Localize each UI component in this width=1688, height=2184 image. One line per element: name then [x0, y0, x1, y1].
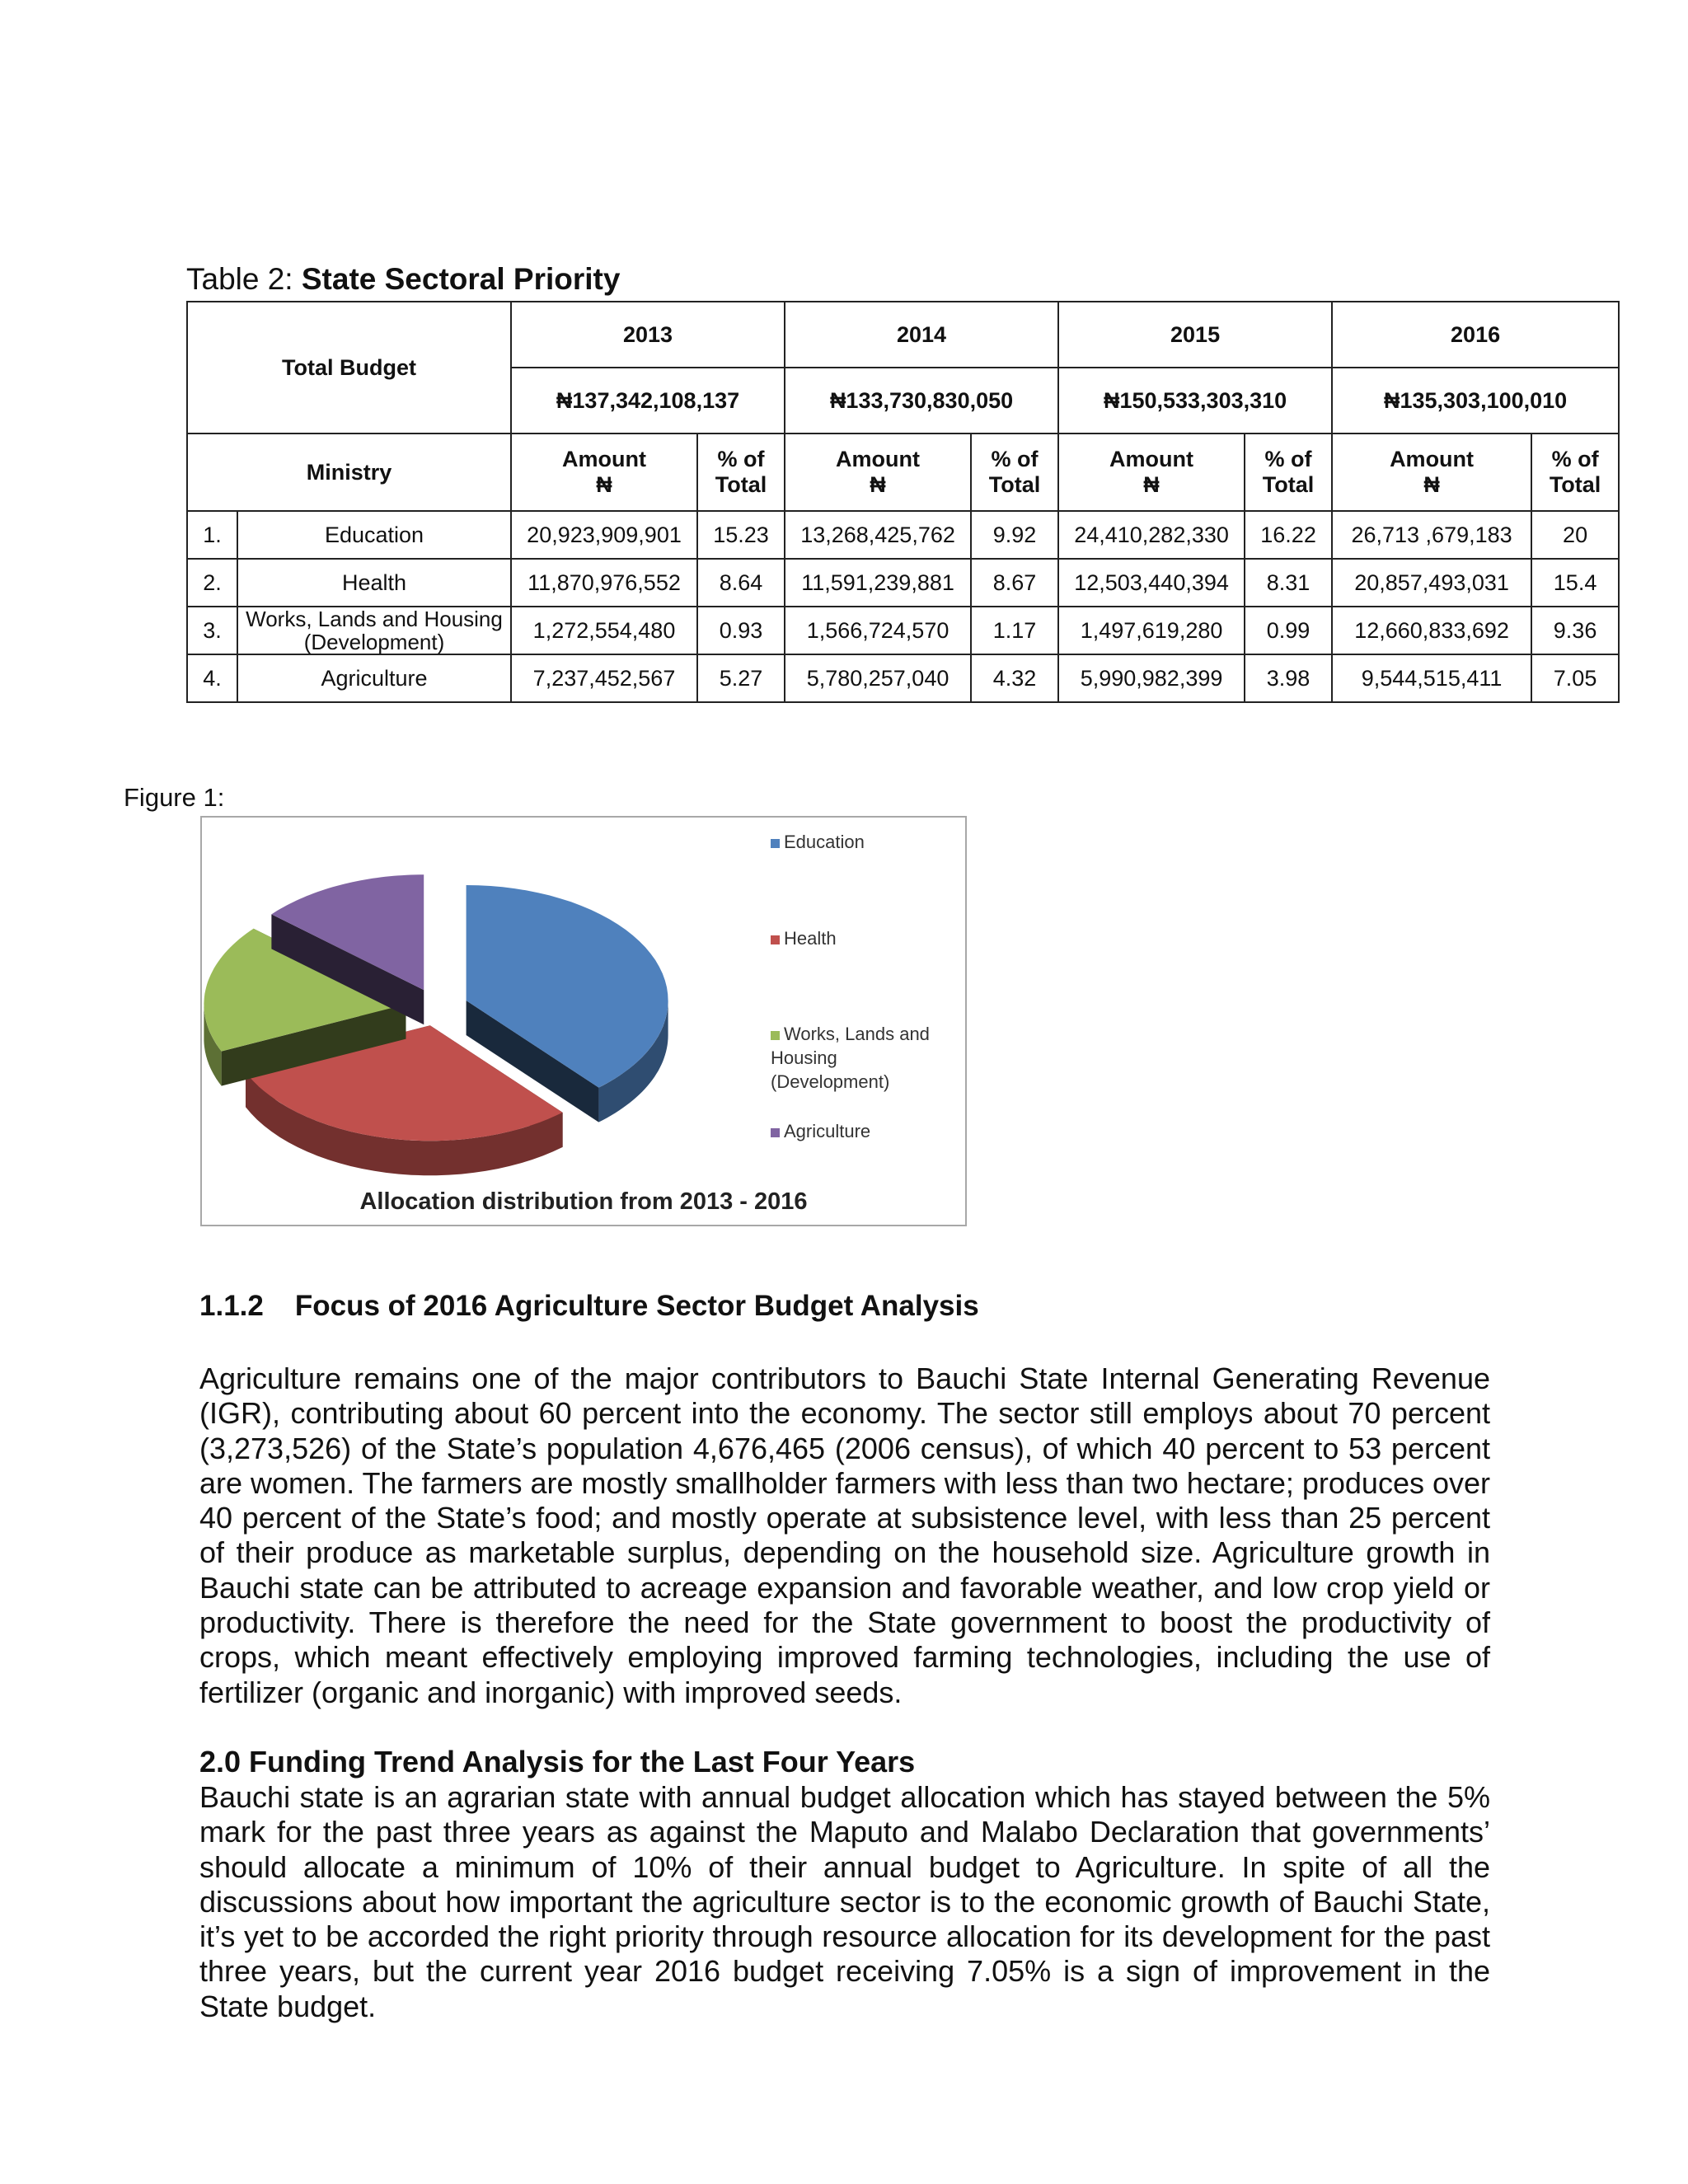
legend-swatch	[771, 839, 780, 848]
amount-cell: 9,544,515,411	[1332, 654, 1531, 702]
pct-cell: 16.22	[1245, 511, 1332, 559]
legend-label: Works, Lands and Housing (Development)	[771, 1024, 930, 1092]
pct-cell: 0.93	[697, 607, 785, 654]
amount-cell: 12,660,833,692	[1332, 607, 1531, 654]
pct-label: % of	[1551, 447, 1599, 471]
pct-cell: 5.27	[697, 654, 785, 702]
pct-cell: 9.36	[1531, 607, 1619, 654]
section-title: Focus of 2016 Agriculture Sector Budget Analysis	[294, 1290, 979, 1322]
year-header: 2013	[511, 302, 785, 368]
legend-item	[771, 1119, 935, 1143]
currency-symbol: ₦	[870, 472, 886, 497]
amount-cell: 11,870,976,552	[511, 559, 697, 607]
total-budget-value: ₦137,342,108,137	[511, 368, 785, 434]
pct-cell: 7.05	[1531, 654, 1619, 702]
section-paragraph: Agriculture remains one of the major contributors to Bauchi State Internal Generating Revenue (IGR), contributing about 60 percent into the economy. The sector still employs about 70 percent (3,273,526) of the State’s population 4,676,465 (2006 census), of which 40 percent to 53 percent are women. The farmers are mostly smallholder farmers with less than two hectare; produces over 40 percent of the State’s food; and mostly operate at subsistence level, with less than 25 percent of their produce as marketable surplus, depending on the household size. Agriculture growth in Bauchi state can be attributed to acreage expansion and favorable weather, and low crop yield or productivity. There is therefore the need for the State government to boost the productivity of crops, which meant effectively employing improved farming technologies, including the use of fertilizer (organic and inorganic) with improved seeds.	[199, 1361, 1490, 1709]
legend-swatch	[771, 1128, 780, 1137]
amount-cell: 20,923,909,901	[511, 511, 697, 559]
chart-title: Allocation distribution from 2013 - 2016	[359, 1188, 808, 1215]
table-caption-title: State Sectoral Priority	[301, 262, 621, 296]
amount-cell: 20,857,493,031	[1332, 559, 1531, 607]
pct-label: % of	[1264, 447, 1312, 471]
amount-cell: 13,268,425,762	[785, 511, 971, 559]
sectoral-priority-table	[186, 301, 1620, 703]
total-budget-value: ₦133,730,830,050	[785, 368, 1058, 434]
pct-cell: 20	[1531, 511, 1619, 559]
amount-cell: 5,780,257,040	[785, 654, 971, 702]
amount-header	[1058, 434, 1245, 511]
legend-item	[771, 926, 935, 950]
amount-cell: 1,497,619,280	[1058, 607, 1245, 654]
pie-chart-canvas	[202, 818, 965, 1225]
pct-header	[697, 434, 785, 511]
pct-label: Total	[1262, 472, 1315, 497]
pct-label: Total	[1549, 472, 1601, 497]
row-number: 2.	[187, 559, 237, 607]
pct-header	[971, 434, 1058, 511]
legend-swatch	[771, 1031, 780, 1040]
ministry-name: Health	[237, 559, 511, 607]
legend-label: Health	[784, 928, 837, 949]
amount-label: Amount	[1109, 447, 1194, 471]
pct-cell: 8.67	[971, 559, 1058, 607]
amount-label: Amount	[562, 447, 646, 471]
pct-cell: 15.4	[1531, 559, 1619, 607]
amount-cell: 1,566,724,570	[785, 607, 971, 654]
amount-cell: 26,713 ,679,183	[1332, 511, 1531, 559]
amount-cell: 12,503,440,394	[1058, 559, 1245, 607]
table-row	[187, 559, 1619, 607]
ministry-header: Ministry	[187, 434, 511, 511]
pct-cell: 3.98	[1245, 654, 1332, 702]
currency-symbol: ₦	[596, 472, 612, 497]
total-budget-value: ₦135,303,100,010	[1332, 368, 1619, 434]
year-header: 2014	[785, 302, 1058, 368]
year-header: 2015	[1058, 302, 1332, 368]
pct-cell: 8.64	[697, 559, 785, 607]
legend-item	[771, 1022, 935, 1094]
pct-header	[1245, 434, 1332, 511]
legend-item	[771, 830, 935, 854]
pct-header	[1531, 434, 1619, 511]
amount-cell: 7,237,452,567	[511, 654, 697, 702]
ministry-name: Agriculture	[237, 654, 511, 702]
pct-label: % of	[991, 447, 1039, 471]
legend-label: Education	[784, 832, 865, 852]
currency-symbol: ₦	[1143, 472, 1160, 497]
section-heading-20: 2.0 Funding Trend Analysis for the Last Four Years	[199, 1745, 916, 1779]
table-row	[187, 511, 1619, 559]
pie-slice-top	[467, 885, 668, 1088]
amount-header	[511, 434, 697, 511]
table-row	[187, 654, 1619, 702]
row-number: 4.	[187, 654, 237, 702]
row-number: 3.	[187, 607, 237, 654]
table-caption-prefix: Table 2:	[186, 262, 302, 296]
pie-chart	[200, 816, 967, 1226]
ministry-name: Education	[237, 511, 511, 559]
column-header-row	[187, 434, 1619, 511]
pct-cell: 8.31	[1245, 559, 1332, 607]
section-paragraph: Bauchi state is an agrarian state with annual budget allocation which has stayed between the 5% mark for the past three years as against the Maputo and Malabo Declaration that governments’ should allocate a minimum of 10% of their annual budget to Agriculture. In spite of all the discussions about how important the agriculture sector is to the economic growth of Bauchi State, it’s yet to be accorded the right priority through resource allocation for its development for the past three years, but the current year 2016 budget receiving 7.05% is a sign of improvement in the State budget.	[199, 1780, 1490, 2023]
year-header: 2016	[1332, 302, 1619, 368]
amount-cell: 24,410,282,330	[1058, 511, 1245, 559]
table-row	[187, 607, 1619, 654]
pct-label: % of	[717, 447, 765, 471]
amount-cell: 5,990,982,399	[1058, 654, 1245, 702]
pct-cell: 4.32	[971, 654, 1058, 702]
total-budget-label: Total Budget	[187, 302, 511, 434]
total-budget-value: ₦150,533,303,310	[1058, 368, 1332, 434]
pct-cell: 15.23	[697, 511, 785, 559]
pct-cell: 0.99	[1245, 607, 1332, 654]
section-heading-112	[199, 1290, 979, 1323]
year-header-row	[187, 302, 1619, 368]
amount-label: Amount	[1390, 447, 1475, 471]
amount-label: Amount	[836, 447, 921, 471]
figure-label: Figure 1:	[124, 783, 225, 812]
section-number: 1.1.2	[199, 1290, 264, 1322]
amount-cell: 1,272,554,480	[511, 607, 697, 654]
amount-cell: 11,591,239,881	[785, 559, 971, 607]
currency-symbol: ₦	[1423, 472, 1440, 497]
amount-header	[1332, 434, 1531, 511]
amount-header	[785, 434, 971, 511]
legend-swatch	[771, 935, 780, 944]
ministry-name: Works, Lands and Housing (Development)	[237, 607, 511, 654]
legend-label: Agriculture	[784, 1121, 871, 1141]
pct-label: Total	[988, 472, 1041, 497]
table-caption	[186, 262, 620, 297]
pct-label: Total	[715, 472, 767, 497]
row-number: 1.	[187, 511, 237, 559]
pct-cell: 9.92	[971, 511, 1058, 559]
pct-cell: 1.17	[971, 607, 1058, 654]
